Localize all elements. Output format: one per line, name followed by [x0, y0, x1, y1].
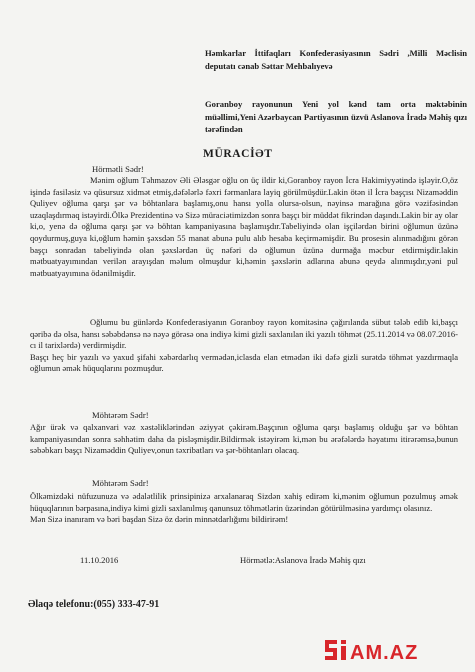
greeting-2: Möhtərəm Sədr!: [92, 410, 149, 420]
addressee-sender: Goranboy rayonunun Yeni yol kənd tam orta məktəbinin müəllimi,Yeni Azərbaycan Partiyasının üzvü Aslanova İradə Məhiş qızı tərəfindən: [205, 99, 467, 135]
paragraph-3: Ağır ürək və qalxanvari vəz xəstəliklərindən əziyyət çəkirəm.Başçının oğluma qarşı başlamış olduğu şər və böhtan kampaniyasından sonra səhhətim daha da pisləşmişdir.Bildirmək istəyirəm ki,mən bu ərəfələrdə həyatımı itirərəmsə,bunun səbəbkarı başçı Nizaməddin Quliyev,onun təxribatları və şər-böhtanları olacaq.: [30, 422, 458, 456]
svg-text:AM.AZ: AM.AZ: [350, 642, 419, 664]
letter-title: MÜRACİƏT: [203, 148, 273, 160]
addressee-recipient: Həmkarlar İttifaqları Konfederasiyasının Sədri ,Milli Məclisin deputatı cənab Səttar Mehbalıyevə: [205, 48, 467, 71]
greeting-3: Möhtərəm Sədr!: [92, 478, 149, 488]
contact-phone: Əlaqə telefonu:(055) 333-47-91: [28, 599, 160, 610]
greeting: Hörmətli Sədr!: [92, 164, 144, 174]
paragraph-4: Ölkəmizdəki nüfuzunuza və ədalətlilik prinsipinizə arxalanaraq Sizdən xahiş edirəm ki,mənim oğlumun pozulmuş əmək hüquqlarının bərpasına,indiyə kimi gizli saxlanılmış qanunsuz töhmətlərin üzərindən götürülməsinə yardımçı olasınız. Mən Sizə inanıram və bəri başdan Sizə öz dərin minnətdarlığımı bildirirəm!: [30, 491, 458, 525]
letter-date: 11.10.2016: [80, 555, 119, 565]
paragraph-2: Oğlumu bu günlərdə Konfederasiyanın Goranboy rayon komitəsinə çağırılanda sübut tələb edib ki,başçı qəribə də olsa, hansı səbəbdənsə nə nəyə görəsə ona indiyə kimi gizli saxlanılan iki yazılı töhmət (25.11.2014 və 08.07.2016-cı il tarixlərdə) verdirmişdir. Başçı heç bir yazılı və yaxud şifahi xəbərdarlıq vermədən,iclasda elan etmədən iki dəfə gizli surətdə töhmət yazdırmaqla oğlumun əmək hüquqlarını pozmuşdur.: [30, 317, 458, 374]
paragraph-1: Mənim oğlum Təhmazov Əli Ələsgər oğlu on üç ildir ki,Goranboy rayon İcra Hakimiyyətində işləyir.O,öz işində fasiləsiz və qüsursuz xidmət etmiş,dəfələrlə fəxri fərmanlara layiq görülmüşdür.Lakin ötən il İcra başçısı Nizaməddin Quliyev oğluma qarşı şər və böhtanlara başlamış,onu hansı yolla olursa-olsun, nəyinsə marağına görə vəzifəsindən uzaqlaşdırmaq istəyirdi.Ölkə Prezidentinə və Sizə müraciətimizdən sonra başçı bir müddət fikrindən daşındı.Lakin bir ay olar ki,o, yenə də oğluma qarşı şər və böhtan kampaniyasına başlamışdır.Tabeliyində olan işçilərdən birini oğlumun üzünə qoydurmuş,guya ki,oğlum həmin şəxsdən 55 manat abunə pulu alıb hesaba keçirməmişdir. Bu prosesin alınmadığını görən başçı sonradan tabeliyində olan şəxslərdən üç nəfəri də oğlumun üzünə durmağa məcbur etdirmişdir.lakin mətbuatyayımından verilən arayışdan məlum olmuşdur ki,həmin şəxslərin adlarına abunə qeydə alınmışdır,yəni pul mətbuatyayımına ödənilmişdir.: [30, 175, 458, 278]
signature-line: Hörmətlə:Aslanova İradə Məhiş qızı: [240, 555, 366, 565]
siam-watermark-logo: [325, 636, 470, 664]
